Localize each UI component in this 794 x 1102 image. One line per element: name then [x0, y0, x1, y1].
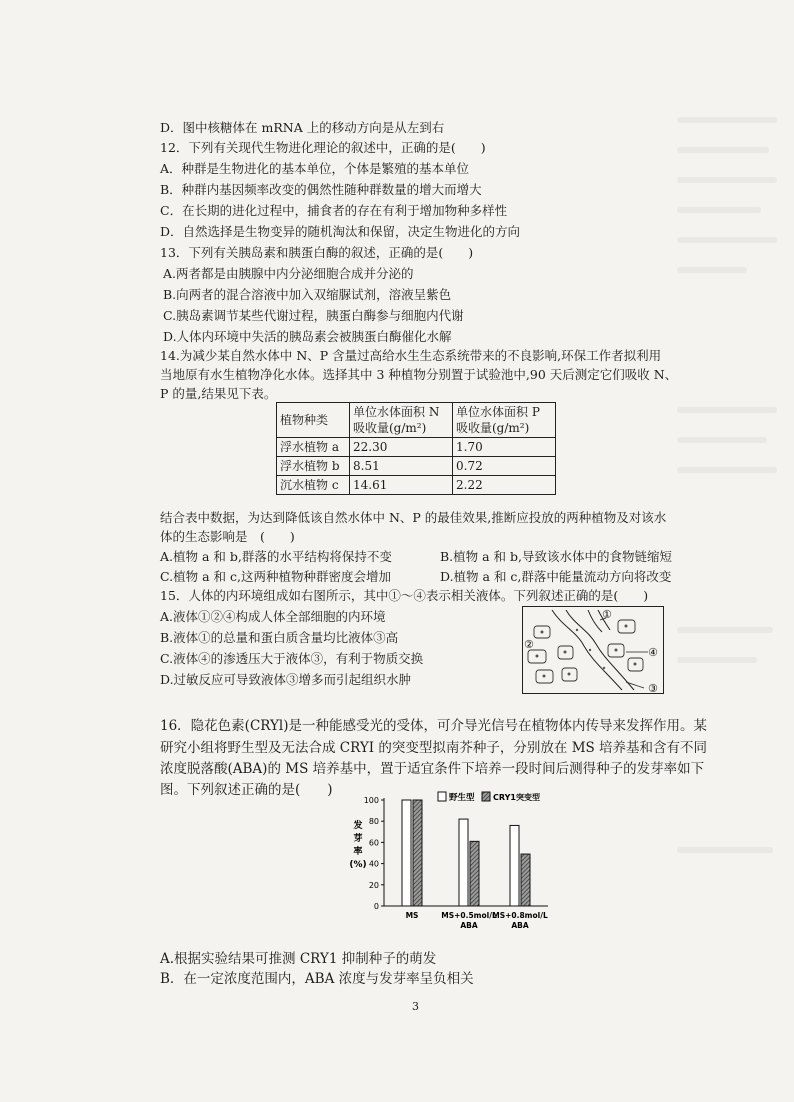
table-cell: 8.51 — [350, 457, 453, 476]
q14-option-c: C.植物 a 和 c,这两种植物种群密度会增加 — [160, 569, 391, 584]
diagram-label-4: ④ — [648, 646, 658, 659]
legend-swatch-wild-type — [438, 792, 446, 801]
table-cell: 浮水植物 b — [277, 457, 350, 476]
page-number: 3 — [412, 1000, 419, 1013]
q13-option-c: C.胰岛素调节某些代谢过程，胰蛋白酶参与细胞内代谢 — [163, 308, 464, 323]
bar-cry1-mutant — [413, 800, 422, 906]
q14-option-b: B.植物 a 和 b,导致该水体中的食物链缩短 — [440, 549, 673, 564]
y-axis-label: 芽 — [353, 834, 363, 844]
table-cell: 14.61 — [350, 476, 453, 495]
bar-wild-type — [510, 825, 519, 906]
q14-stem-line3: P 的量,结果见下表。 — [160, 386, 277, 401]
y-tick-label: 20 — [368, 880, 379, 890]
q14-option-d: D.植物 a 和 c,群落中能量流动方向将改变 — [440, 569, 672, 584]
legend-swatch-cry1-mutant — [482, 792, 490, 801]
table-header-cell: 植物种类 — [277, 403, 350, 438]
q15-stem: 15．人体的内环境组成如右图所示，其中①～④表示相关液体。下列叙述正确的是( ) — [160, 588, 649, 603]
x-tick-label: MS+0.5mol/L — [441, 911, 497, 920]
q16-stem-line1: 16．隐花色素(CRYl)是一种能感受光的受体，可介导光信号在植物体内传导来发挥作用。某 — [160, 718, 708, 734]
q13-option-d: D.人体内环境中失活的胰岛素会被胰蛋白酶催化水解 — [163, 329, 452, 344]
diagram-label-2: ② — [524, 638, 534, 651]
x-tick-label: ABA — [460, 921, 478, 930]
table-cell: 0.72 — [453, 457, 556, 476]
q13-stem: 13．下列有关胰岛素和胰蛋白酶的叙述，正确的是( ) — [160, 245, 474, 260]
q16-stem-line2: 研究小组将野生型及无法合成 CRYI 的突变型拟南芥种子，分别放在 MS 培养基和含有不同 — [160, 740, 708, 756]
q16-option-b: B．在一定浓度范围内，ABA 浓度与发芽率呈负相关 — [160, 971, 474, 987]
q14-stem-line2: 当地原有水生植物净化水体。选择其中 3 种植物分别置于试验池中,90 天后测定它们吸收 N、 — [160, 367, 678, 382]
table-header-cell: 单位水体面积 N 吸收量(g/m²) — [350, 403, 453, 438]
diagram-label-3: ③ — [648, 682, 658, 694]
table-cell: 浮水植物 a — [277, 438, 350, 457]
table-row — [277, 457, 556, 476]
x-tick-label: MS — [405, 911, 419, 920]
table-row — [277, 438, 556, 457]
bar-cry1-mutant — [521, 854, 530, 906]
table-cell: 22.30 — [350, 438, 453, 457]
legend-label-wild-type: 野生型 — [449, 793, 475, 803]
x-tick-label: MS+0.8mol/L — [492, 911, 548, 920]
table-row — [277, 476, 556, 495]
table-header-row — [277, 403, 556, 438]
q15-option-d: D.过敏反应可导致液体③增多而引起组织水肿 — [160, 672, 412, 687]
q16-stem-line3: 浓度脱落酸(ABA)的 MS 培养基中，置于适宜条件下培养一段时间后测得种子的发芽率如下 — [160, 761, 705, 777]
q14-stem-line1: 14.为减少某自然水体中 N、P 含量过高给水生生态系统带来的不良影响,环保工作者拟利用 — [160, 348, 662, 363]
y-axis-label: 率 — [353, 847, 363, 857]
q13-option-b: B.向两者的混合溶液中加入双缩脲试剂，溶液呈紫色 — [163, 287, 452, 302]
q12-option-d: D．自然选择是生物变异的随机淘汰和保留，决定生物进化的方向 — [160, 224, 521, 239]
q12-option-b: B．种群内基因频率改变的偶然性随种群数量的增大而增大 — [160, 182, 482, 197]
table-cell: 1.70 — [453, 438, 556, 457]
q16-stem-line4: 图。下列叙述正确的是( ) — [160, 782, 333, 798]
y-axis-label: 发 — [353, 821, 363, 831]
y-tick-label: 40 — [368, 859, 379, 869]
q14-question-line2: 体的生态影响是 ( ) — [160, 529, 295, 544]
y-axis-label: (%) — [349, 860, 367, 870]
q12-option-a: A．种群是生物进化的基本单位，个体是繁殖的基本单位 — [160, 161, 470, 176]
bar-wild-type — [402, 800, 411, 906]
q15-option-b: B.液体①的总量和蛋白质含量均比液体③高 — [160, 630, 399, 645]
bar-cry1-mutant — [470, 841, 479, 906]
bleed-through-texture — [674, 110, 784, 870]
table-header-cell: 单位水体面积 P 吸收量(g/m²) — [453, 403, 556, 438]
q15-option-a: A.液体①②④构成人体全部细胞的内环境 — [160, 609, 386, 624]
q16-option-a: A.根据实验结果可推测 CRY1 抑制种子的萌发 — [160, 951, 437, 967]
table-cell: 沉水植物 c — [277, 476, 350, 495]
internal-environment-diagram — [522, 606, 664, 694]
table-cell: 2.22 — [453, 476, 556, 495]
germination-rate-chart — [310, 788, 560, 940]
q14-question-line1: 结合表中数据，为达到降低该自然水体中 N、P 的最佳效果,推断应投放的两种植物及对该水 — [160, 510, 667, 525]
q12-option-c: C．在长期的进化过程中，捕食者的存在有利于增加物种多样性 — [160, 203, 508, 218]
y-tick-label: 60 — [368, 838, 379, 848]
q14-option-a: A.植物 a 和 b,群落的水平结构将保持不变 — [160, 549, 392, 564]
q15-option-c: C.液体④的渗透压大于液体③，有利于物质交换 — [160, 651, 424, 666]
plant-absorption-table — [276, 402, 556, 495]
y-tick-label: 0 — [373, 902, 379, 911]
bar-wild-type — [459, 819, 468, 906]
q13-option-a: A.两者都是由胰腺中内分泌细胞合成并分泌的 — [163, 266, 414, 281]
q11-option-d: D．图中核糖体在 mRNA 上的移动方向是从左到右 — [160, 120, 445, 135]
legend-label-cry1-mutant: CRY1突变型 — [493, 793, 540, 802]
y-tick-label: 100 — [363, 796, 379, 805]
y-tick-label: 80 — [368, 817, 379, 827]
q12-stem: 12．下列有关现代生物进化理论的叙述中，正确的是( ) — [160, 140, 486, 155]
diagram-label-1: ① — [602, 608, 612, 621]
x-tick-label: ABA — [511, 921, 529, 930]
